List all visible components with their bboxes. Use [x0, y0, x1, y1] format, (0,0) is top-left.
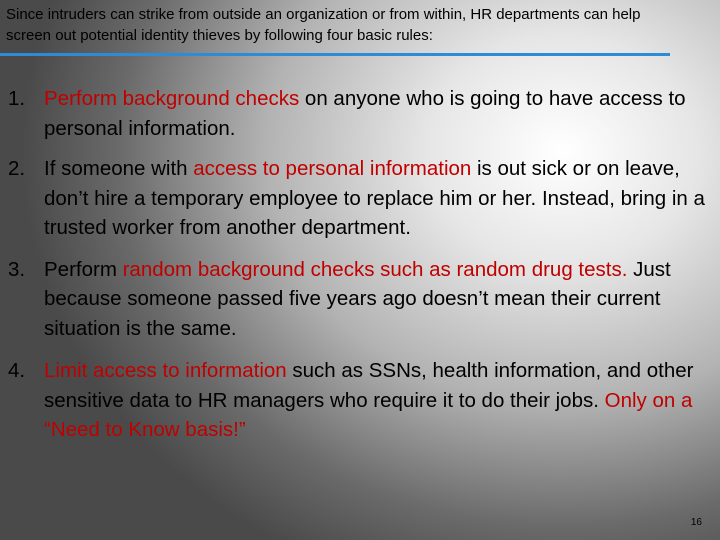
- item-number: 2.: [8, 157, 26, 180]
- item-number: 3.: [8, 257, 26, 281]
- item-number: 4.: [8, 359, 26, 382]
- list-item: [8, 356, 708, 445]
- title-divider: [0, 53, 670, 56]
- list-item: [8, 255, 708, 344]
- item-segment: is out sick or on leave, don’t hire a temporary employee to replace him or her. Instead, bring in a trusted worker from another department.: [44, 157, 705, 239]
- item-emphasis: Limit access to information: [44, 359, 287, 382]
- intro-text: Since intruders can strike from outside an organization or from within, HR departments can help screen out potential identity thieves by following four basic rules:: [6, 6, 641, 44]
- item-emphasis: Only on a “Need to Know basis!”: [44, 388, 693, 441]
- item-segment: on anyone who is going to have access to personal information.: [44, 87, 686, 140]
- item-segment: Just because someone passed five years ago doesn’t mean their current situation is the same.: [44, 257, 671, 340]
- item-text: [44, 356, 708, 445]
- item-segment: If someone with: [44, 157, 194, 180]
- item-emphasis: access to personal information: [193, 157, 472, 180]
- item-text: [44, 255, 708, 344]
- rules-list: [8, 84, 708, 445]
- item-emphasis: random background checks such as random drug tests.: [122, 257, 628, 281]
- item-text: [44, 154, 708, 243]
- list-item: [8, 84, 708, 143]
- item-text: [44, 84, 708, 143]
- slide-number: 16: [690, 517, 702, 528]
- item-emphasis: Perform background checks: [44, 87, 300, 110]
- list-item: [8, 154, 708, 243]
- item-segment: such as SSNs, health information, and other sensitive data to HR managers who require it to do their jobs.: [44, 359, 694, 412]
- item-segment: Perform: [44, 257, 123, 281]
- item-number: 1.: [8, 87, 26, 110]
